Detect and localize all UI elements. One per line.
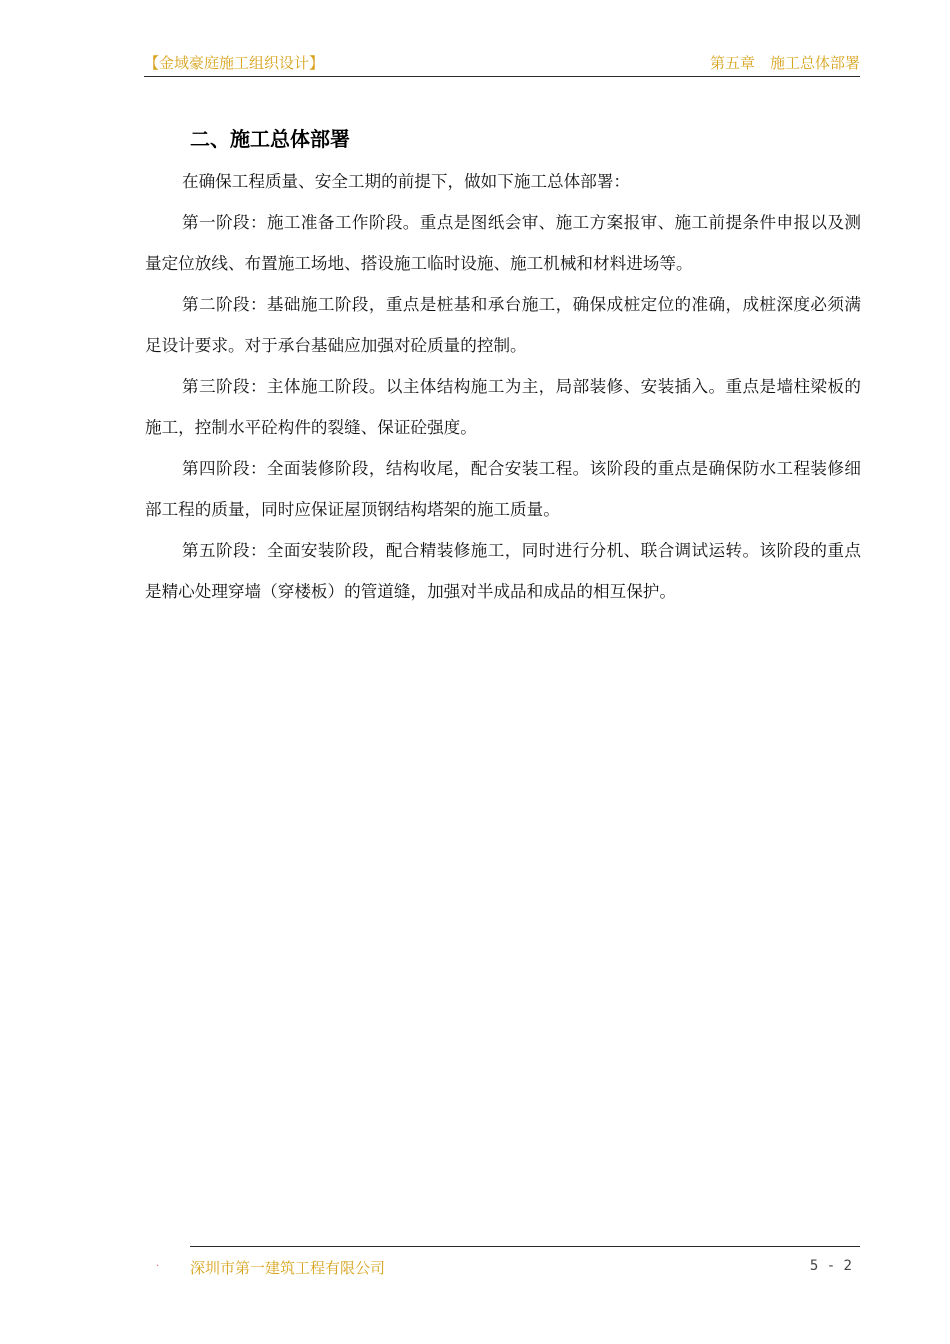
paragraph-stage-4: 第四阶段：全面装修阶段，结构收尾，配合安装工程。该阶段的重点是确保防水工程装修细部工程的质量，同时应保证屋顶钢结构塔架的施工质量。 [145, 459, 861, 519]
page-footer-rule [190, 1246, 860, 1247]
paragraph-intro: 在确保工程质量、安全工期的前提下，做如下施工总体部署： [182, 172, 631, 191]
header-chapter-title: 第五章 施工总体部署 [709, 54, 860, 72]
paragraph-stage-1: 第一阶段：施工准备工作阶段。重点是图纸会审、施工方案报审、施工前提条件申报以及测量定位放线、布置施工场地、搭设施工临时设施、施工机械和材料进场等。 [145, 213, 861, 273]
footer-company-name: 深圳市第一建筑工程有限公司 [190, 1259, 386, 1277]
page-header [144, 48, 860, 77]
paragraph-stage-2: 第二阶段：基础施工阶段，重点是桩基和承台施工，确保成桩定位的准确，成桩深度必须满足设计要求。对于承台基础应加强对砼质量的控制。 [145, 295, 861, 355]
body-text [145, 161, 861, 612]
footer-dot: · [156, 1261, 160, 1272]
paragraph-stage-3: 第三阶段：主体施工阶段。以主体结构施工为主，局部装修、安装插入。重点是墙柱梁板的施工，控制水平砼构件的裂缝、保证砼强度。 [145, 377, 861, 437]
footer-page-number: 5 - 2 [809, 1258, 852, 1274]
paragraph-stage-5: 第五阶段：全面安装阶段，配合精装修施工，同时进行分机、联合调试运转。该阶段的重点是精心处理穿墙（穿楼板）的管道缝，加强对半成品和成品的相互保护。 [145, 541, 861, 601]
header-document-title: 【金域豪庭施工组织设计】 [144, 54, 325, 72]
section-heading: 二、施工总体部署 [190, 127, 350, 151]
